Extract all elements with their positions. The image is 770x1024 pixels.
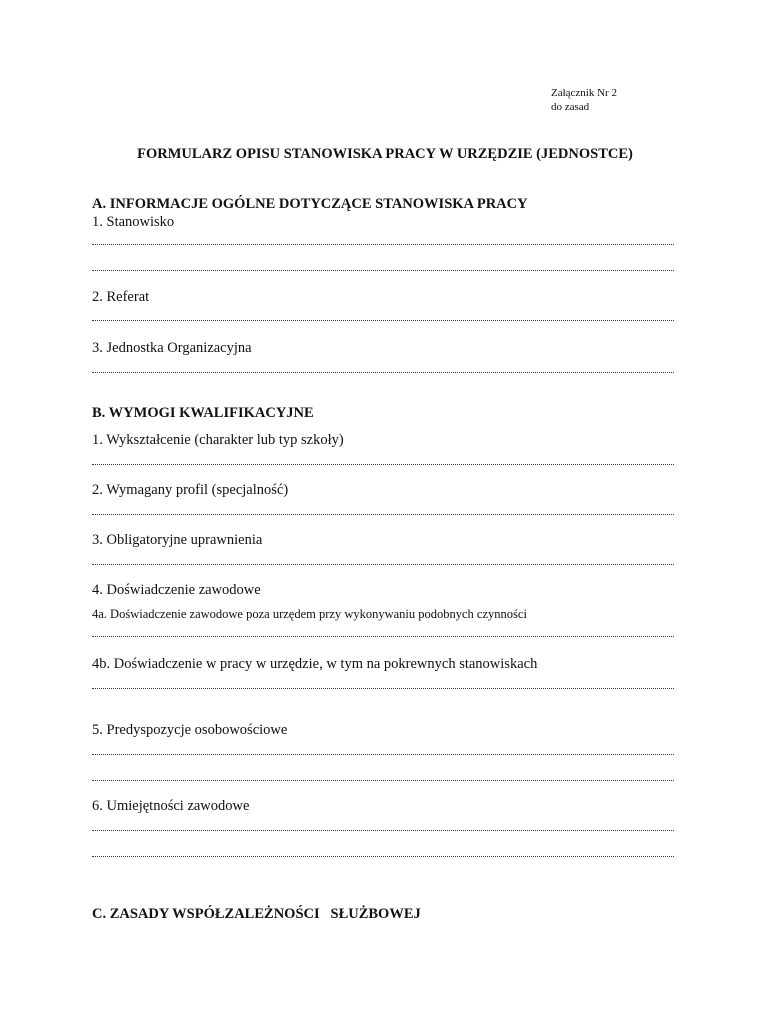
fill-line-umiejetnosci-2[interactable] — [92, 856, 674, 857]
field-label-umiejetnosci: 6. Umiejętności zawodowe — [92, 798, 250, 814]
field-label-jednostka: 3. Jednostka Organizacyjna — [92, 340, 252, 356]
fill-line-stanowisko-1[interactable] — [92, 244, 674, 245]
field-label-doswiadczenie: 4. Doświadczenie zawodowe — [92, 582, 261, 598]
fill-line-predyspozycje-1[interactable] — [92, 754, 674, 755]
fill-line-doswiadczenie-urzad[interactable] — [92, 688, 674, 689]
field-label-profil: 2. Wymagany profil (specjalność) — [92, 482, 289, 498]
section-c-heading: C. ZASADY WSPÓŁZALEŻNOŚCI SŁUŻBOWEJ — [92, 906, 421, 922]
fill-line-wyksztalcenie[interactable] — [92, 464, 674, 465]
fill-line-uprawnienia[interactable] — [92, 564, 674, 565]
fill-line-profil[interactable] — [92, 514, 674, 515]
fill-line-stanowisko-2[interactable] — [92, 270, 674, 271]
form-title: FORMULARZ OPISU STANOWISKA PRACY W URZĘDZIE (JEDNOSTCE) — [137, 146, 633, 162]
field-label-wyksztalcenie: 1. Wykształcenie (charakter lub typ szkoły) — [92, 432, 344, 448]
fill-line-predyspozycje-2[interactable] — [92, 780, 674, 781]
fill-line-umiejetnosci-1[interactable] — [92, 830, 674, 831]
fill-line-doswiadczenie-poza[interactable] — [92, 636, 674, 637]
field-label-doswiadczenie-urzad: 4b. Doświadczenie w pracy w urzędzie, w tym na pokrewnych stanowiskach — [92, 656, 538, 672]
field-label-stanowisko: 1. Stanowisko — [92, 214, 175, 230]
field-label-predyspozycje: 5. Predyspozycje osobowościowe — [92, 722, 288, 738]
annex-subtitle: do zasad — [551, 101, 590, 113]
annex-note — [551, 86, 617, 114]
section-a-heading: A. INFORMACJE OGÓLNE DOTYCZĄCE STANOWISKA PRACY — [92, 196, 528, 212]
field-label-doswiadczenie-poza: 4a. Doświadczenie zawodowe poza urzędem przy wykonywaniu podobnych czynności — [92, 607, 527, 621]
fill-line-jednostka[interactable] — [92, 372, 674, 373]
field-label-referat: 2. Referat — [92, 289, 150, 305]
fill-line-referat[interactable] — [92, 320, 674, 321]
field-label-uprawnienia: 3. Obligatoryjne uprawnienia — [92, 532, 263, 548]
annex-number: Załącznik Nr 2 — [551, 87, 617, 99]
section-b-heading: B. WYMOGI KWALIFIKACYJNE — [92, 405, 314, 421]
